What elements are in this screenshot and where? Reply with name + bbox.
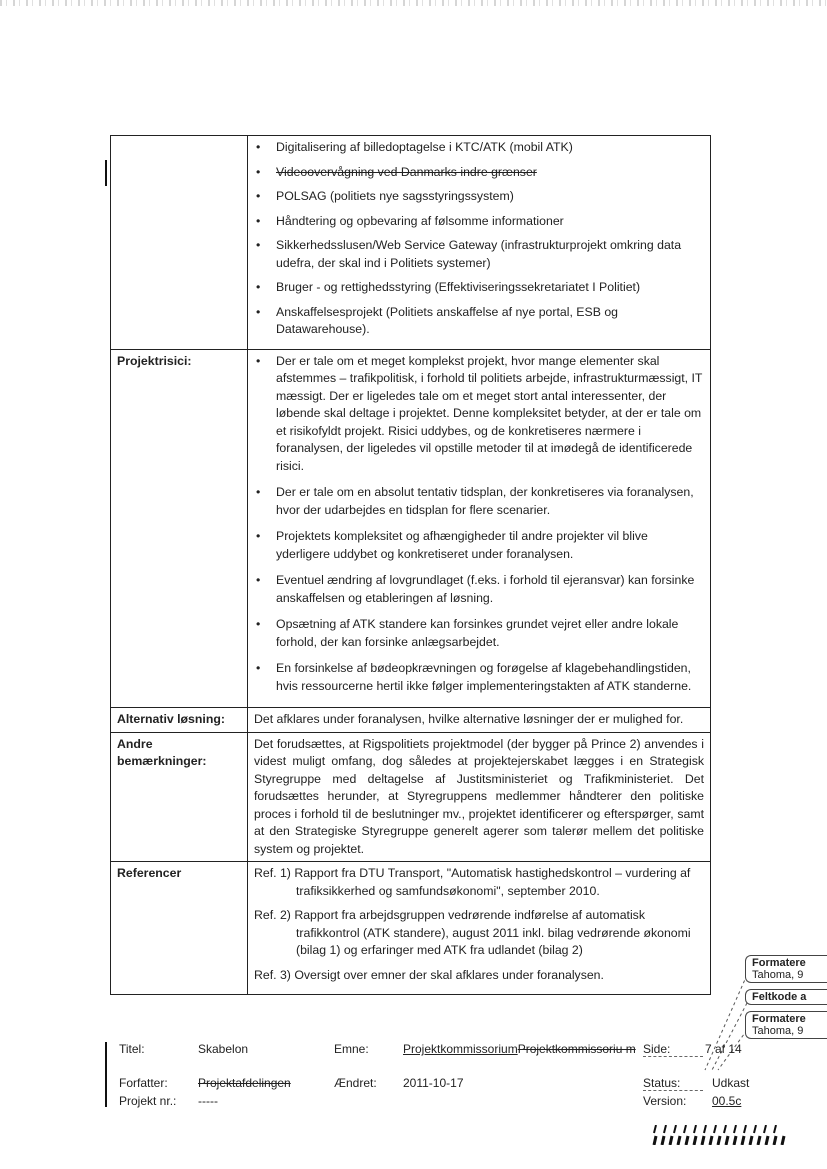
references-cell [248,862,711,995]
remarks-label: Andre bemærkninger: [111,732,248,862]
reference-item [254,967,704,985]
table-row [111,136,711,350]
reference-item [254,907,704,960]
footer-projno-label: Projekt nr.: [119,1094,177,1108]
comment-sub: Tahoma, 9 [752,969,804,981]
comment-balloon[interactable] [745,989,827,1005]
comment-title: Formatere [752,957,806,969]
comment-title: Feltkode a [752,991,807,1003]
reference-text: Oversigt over emner der skal afklares under foranalysen. [294,967,604,982]
list-item: • Bruger - og rettighedsstyring (Effektiviseringssekretariatet I Politiet) [276,279,704,297]
footer-page-label: Side: [643,1042,703,1057]
comment-balloon[interactable] [745,955,827,983]
footer-version-label: Version: [643,1094,687,1108]
table-row [111,732,711,862]
risks-cell [248,349,711,708]
table-row [111,708,711,733]
scan-artifact [0,0,827,6]
footer-subject [403,1042,638,1056]
footer-changed-value: 2011-10-17 [403,1076,464,1090]
alternative-text: Det afklares under foranalysen, hvilke alternative løsninger der er mulighed for. [248,708,711,733]
risks-list [254,353,704,696]
list-item: • Anskaffelsesprojekt (Politiets anskaffelse af nye portal, ESB og Datawarehouse). [276,304,704,339]
list-item: • Opsætning af ATK standere kan forsinkes grundet vejret eller andre lokale forhold, der kan forsinke anlægsarbejdet. [276,616,704,651]
footer-title-value: Skabelon [198,1042,249,1056]
references-label: Referencer [111,862,248,995]
reference-number: Ref. 3) [254,967,291,982]
comment-balloon[interactable] [745,1011,827,1039]
page-footer [105,1042,765,1112]
comment-sub: Tahoma, 9 [752,1025,804,1037]
scan-barcode [652,1125,787,1145]
footer-status-label: Status: [643,1076,703,1091]
footer-version-value: 00.5c [712,1094,742,1108]
list-item: • Eventuel ændring af lovgrundlaget (f.eks. i forhold til ejeransvar) kan forsinke anskaffelsen og etableringen af løsning. [276,572,704,607]
footer-subject-old: Projektkommissoriu m [517,1042,636,1056]
risks-label: Projektrisici: [111,349,248,708]
systems-cell [248,136,711,350]
footer-changed-label: Ændret: [334,1076,377,1090]
list-item: • En forsinkelse af bødeopkrævningen og forøgelse af klagebehandlingstiden, hvis ressourcerne hertil ikke følger implementeringstakten af ATK standerne. [276,660,704,695]
footer-title-label: Titel: [119,1042,145,1056]
list-item: • Sikkerhedsslusen/Web Service Gateway (infrastrukturprojekt omkring data udefra, der skal ind i Politiets systemer) [276,237,704,272]
alternative-label: Alternativ løsning: [111,708,248,733]
footer-projno-value: ----- [198,1094,218,1108]
footer-page-value: 7 af 14 [705,1042,742,1056]
comment-title: Formatere [752,1013,806,1025]
systems-list [254,139,704,339]
references-list [254,865,704,984]
comment-balloons [745,955,827,1045]
footer-subject-new: Projektkommissorium [403,1042,518,1056]
list-item: • Håndtering og opbevaring af følsomme informationer [276,213,704,231]
footer-author-label: Forfatter: [119,1076,168,1090]
project-table [110,135,711,995]
reference-item [254,865,704,900]
reference-text: Rapport fra DTU Transport, "Automatisk hastighedskontrol – vurdering af trafiksikkerhed og samfundsøkonomi", september 2010. [294,866,691,898]
table-row [111,862,711,995]
empty-label-cell [111,136,248,350]
text-cursor [105,160,107,186]
reference-text: Rapport fra arbejdsgruppen vedrørende indførelse af automatisk trafikkontrol (ATK standere), august 2011 inkl. bilag vedrørende økonomi (bilag 1) og erfaringer med ATK fra udlandet (bilag 2) [294,908,691,957]
footer-status-value: Udkast [712,1076,750,1090]
footer-subject-label: Emne: [334,1042,369,1056]
list-item: • Projektets kompleksitet og afhængigheder til andre projekter vil blive yderligere uddybet og konkretiseret under foranalysen. [276,528,704,563]
list-item: • Der er tale om et meget komplekst projekt, hvor mange elementer skal afstemmes – trafikpolitisk, i forhold til politiets arbejde, infrastrukturmæssigt, IT mæssigt. Der er ligeledes tale om et meget stort antal interessenter, der løbende skal deltage i projektet. Denne kompleksitet betyder, at der er tale om et risikofyldt projekt. Risici uddybes, og de konkretiseres nærmere i foranalysen, der ligeledes vil opstille metoder til at imødegå de identificerede risici. [276,353,704,476]
reference-number: Ref. 2) [254,908,291,922]
list-item: • Der er tale om en absolut tentativ tidsplan, der konkretiseres via foranalysen, hvor der udarbejdes en tidsplan for flere scenarier. [276,484,704,519]
footer-author-value: Projektafdelingen [198,1076,291,1090]
remarks-text: Det forudsættes, at Rigspolitiets projektmodel (der bygger på Prince 2) anvendes i videst muligt omfang, dog således at projektejerskabet lægges i en Strategisk Styregruppe med deltagelse af Justitsministeriet og Trafikministeriet. Det forudsættes herunder, at Styregruppens medlemmer håndterer den politiske proces i forhold til de beslutninger mv., projektet identificerer og efterspørger, samt at den Strategiske Styregruppe generelt agerer som talerør mellem det politiske system og projektet. [248,732,711,862]
list-item: • Videoovervågning ved Danmarks indre grænser [276,164,704,182]
table-row [111,349,711,708]
list-item: • POLSAG (politiets nye sagsstyringssystem) [276,188,704,206]
reference-number: Ref. 1) [254,866,291,880]
list-item: • Digitalisering af billedoptagelse i KTC/ATK (mobil ATK) [276,139,704,157]
